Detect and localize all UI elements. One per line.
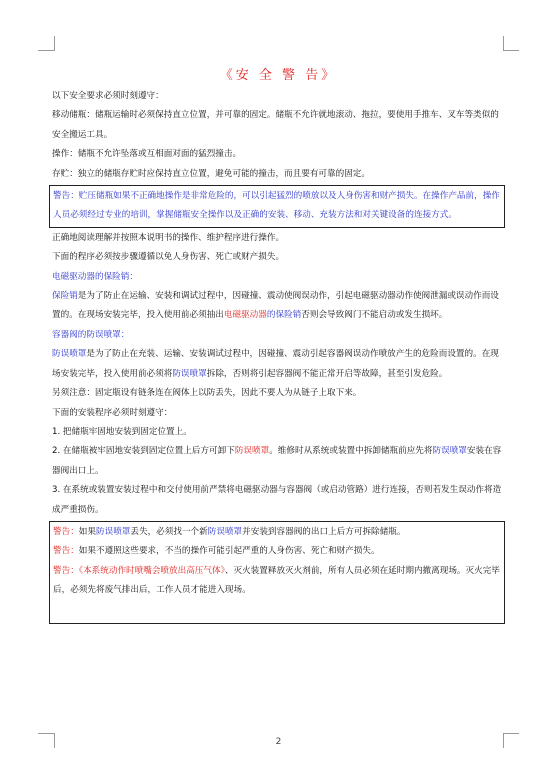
document-body bbox=[52, 87, 502, 625]
safety-pin-term-2: 的保险销 bbox=[266, 310, 302, 321]
warning-cap-lost-text-b: 丢失，必须找一个新 bbox=[130, 526, 208, 537]
warning-box-final bbox=[49, 521, 505, 624]
install-step-2-text-a: 2. 在储瓶被牢固地安装到固定位置上后方可卸下 bbox=[52, 446, 235, 457]
warning-pressure-text: 警告：贮压储瓶如果不正确地操作是非常危险的，可以引起猛烈的喷放以及人身伤害和财产损失。在操作产品前，操作人员必须经过专业的培训，掌握储瓶安全操作以及正确的安装、移动、充装方法和对关键设备的连接方式。 bbox=[53, 191, 500, 221]
warning-noncompliance-label: 警告： bbox=[53, 546, 79, 557]
safety-pin-paragraph bbox=[52, 287, 502, 326]
anti-discharge-cap-text-a: 是为了防止在充装、运输、安装调试过程中，因碰撞、震动引起容器阀误动作喷放产生的危险而设置的。在现场安装完毕，投入使用前必须将 bbox=[52, 349, 499, 379]
crop-mark-top-right-h bbox=[503, 50, 519, 51]
install-step-3: 3. 在系统或装置安装过程中和交付使用前严禁将电磁驱动器与容器阀（或启动管路）进行连接，否则若发生误动作将造成严重损伤。 bbox=[52, 485, 502, 515]
requirement-store: 存贮：独立的储瓶存贮时应保持直立位置，避免可能的撞击，而且要有可靠的固定。 bbox=[52, 168, 370, 179]
warning-evacuation-label: 警告： bbox=[53, 565, 79, 576]
safety-pin-heading: 电磁驱动器的保险销： bbox=[52, 271, 138, 282]
read-manual-text: 正确地阅读理解并按照本说明书的操作、维护程序进行操作。 bbox=[52, 232, 285, 243]
warning-box-pressure bbox=[49, 185, 505, 228]
warning-cap-lost-label: 警告： bbox=[53, 526, 79, 537]
install-step-2 bbox=[52, 442, 502, 481]
safety-pin-text-b: 否则会导致阀门不能启动或发生损坏。 bbox=[301, 310, 448, 321]
intro-text: 以下安全要求必须时刻遵守： bbox=[52, 91, 164, 101]
warning-cap-lost-term: 防误喷罩 bbox=[96, 526, 131, 537]
warning-noncompliance bbox=[53, 542, 501, 561]
safety-pin-text-a: 是为了防止在运输、安装和调试过程中，因碰撞、震动使阀误动作，引起电磁驱动器动作使阀泄漏或误动作而设置的。在现场安装完毕，投入使用前必须抽出 bbox=[52, 291, 499, 321]
crop-mark-bottom-right-h bbox=[503, 733, 519, 734]
install-steps-intro: 下面的安装程序必须时刻遵守： bbox=[52, 407, 173, 418]
warning-cap-lost-term-2: 防误喷罩 bbox=[207, 526, 243, 537]
warning-cap-lost bbox=[53, 523, 501, 542]
crop-mark-top-left-h bbox=[38, 50, 54, 51]
safety-pin-term: 保险销 bbox=[52, 291, 78, 302]
anti-discharge-cap-heading: 容器阀的防误喷罩： bbox=[52, 329, 130, 340]
anti-discharge-cap-paragraph bbox=[52, 345, 502, 384]
crop-mark-top-right-v bbox=[503, 36, 504, 51]
warning-cap-lost-text-c: 并安装到容器阀的出口上后方可拆除储瓶。 bbox=[242, 526, 406, 537]
requirement-move: 移动储瓶：储瓶运输时必须保持直立位置，并可靠的固定。储瓶不允许就地滚动、拖拉，要使用手推车、叉车等类似的安全搬运工具。 bbox=[52, 110, 499, 140]
install-step-2-cap-2: 防误喷罩 bbox=[432, 446, 467, 457]
page-title: 《安 全 警 告》 bbox=[219, 68, 338, 83]
crop-mark-top-left-v bbox=[54, 36, 55, 51]
warning-evacuation-text: 、灭火装置释放灭火剂前，所有人员必须在延时期内撤离现场。灭火完毕后，必须先将废气排出后，工作人员才能进入现场。 bbox=[53, 565, 500, 596]
follow-steps-text: 下面的程序必须按步骤遵循以免人身伤害、死亡或财产损失。 bbox=[52, 252, 285, 263]
page-number: 2 bbox=[275, 737, 282, 747]
install-step-2-text-b: 。维修时从系统或装置中拆卸储瓶前应先将 bbox=[269, 446, 433, 457]
warning-cap-lost-text-a: 如果 bbox=[78, 526, 96, 537]
warning-evacuation-quote: 《本系统动作时喷嘴会喷放出高压气体》 bbox=[78, 565, 225, 576]
anti-discharge-cap-text-b: 拆除，否则将引起容器阀不能正常开启等故障，甚至引发危险。 bbox=[206, 368, 448, 379]
chain-note: 另须注意：固定瓶设有链条连在阀体上以防丢失，因此不要人为从链子上取下来。 bbox=[52, 388, 362, 399]
warning-noncompliance-text: 如果不遵照这些要求，不当的操作可能引起严重的人身伤害、死亡和财产损失。 bbox=[78, 546, 380, 557]
solenoid-driver-term: 电磁驱动器 bbox=[223, 310, 267, 321]
anti-discharge-cap-term: 防误喷罩 bbox=[52, 349, 87, 360]
requirement-operate: 操作：储瓶不允许坠落或互相面对面的猛烈撞击。 bbox=[52, 149, 242, 160]
install-step-1: 1. 把储瓶牢固地安装到固定位置上。 bbox=[52, 426, 192, 437]
install-step-2-cap: 防误喷罩 bbox=[234, 446, 270, 457]
crop-mark-bottom-left-h bbox=[38, 733, 54, 734]
anti-discharge-cap-term-2: 防误喷罩 bbox=[172, 368, 207, 379]
install-step-2-text-c: 安装在容器阀出口上。 bbox=[52, 446, 502, 476]
warning-evacuation bbox=[53, 562, 501, 601]
